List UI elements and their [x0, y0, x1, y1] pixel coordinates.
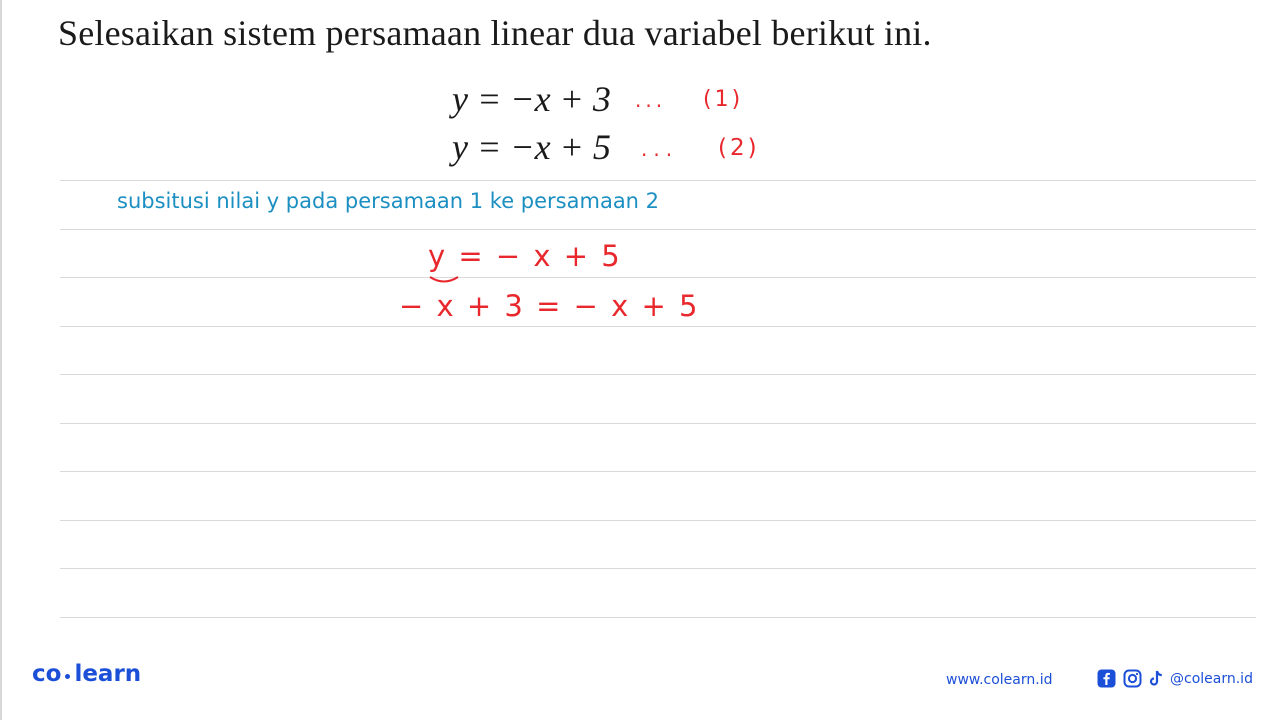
logo-right-text: learn — [74, 661, 142, 687]
underline-mark — [430, 277, 458, 282]
facebook-icon[interactable] — [1097, 669, 1116, 688]
equation-2: y = −x + 5 — [452, 127, 611, 167]
colearn-logo — [32, 661, 141, 687]
substitution-note: subsitusi nilai y pada persamaan 1 ke persamaan 2 — [117, 189, 660, 213]
logo-dot — [65, 674, 70, 679]
annotation-label-2: (2) — [718, 135, 760, 161]
logo-left-text: co — [32, 661, 62, 687]
handwritten-line-1: y = − x + 5 — [428, 239, 622, 273]
annotation-dots-1: ... — [635, 88, 667, 112]
social-links — [1097, 669, 1253, 688]
social-handle[interactable]: @colearn.id — [1170, 670, 1253, 687]
annotation-label-1: (1) — [703, 87, 744, 112]
question-text: Selesaikan sistem persamaan linear dua variabel berikut ini. — [58, 13, 932, 53]
tiktok-icon[interactable] — [1148, 669, 1166, 688]
annotation-dots-2: ... — [641, 137, 679, 161]
website-link[interactable]: www.colearn.id — [946, 672, 1053, 688]
equation-1: y = −x + 3 — [452, 79, 611, 119]
handwritten-line-2: − x + 3 = − x + 5 — [399, 289, 700, 323]
instagram-icon[interactable] — [1123, 669, 1142, 688]
